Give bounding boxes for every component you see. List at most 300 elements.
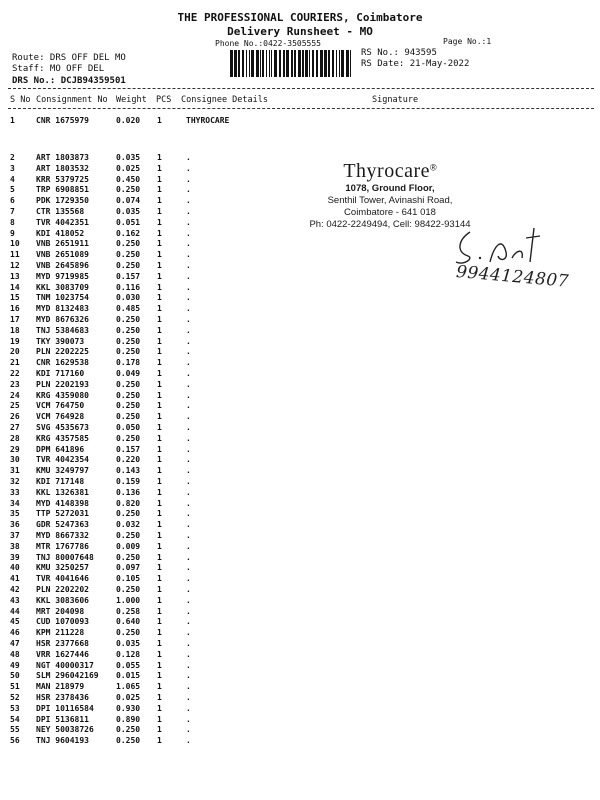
row-sno: 6 [10, 196, 15, 206]
col-consignment: Consignment No [36, 95, 108, 105]
row-consignee-mark: . [186, 509, 191, 519]
barcode-bar [339, 50, 340, 77]
row-sno: 29 [10, 444, 20, 454]
row-weight: 0.162 [116, 228, 141, 238]
table-row [0, 639, 600, 650]
row-pcs: 1 [157, 736, 162, 746]
table-row [0, 715, 600, 726]
row-consignee-mark: . [186, 714, 191, 724]
table-row [0, 499, 600, 510]
table-row [0, 466, 600, 477]
row-pcs: 1 [157, 228, 162, 238]
row-weight: 0.250 [116, 585, 141, 594]
table-row [0, 293, 600, 304]
col-pcs: PCS [156, 95, 172, 105]
row-weight: 0.250 [116, 412, 141, 422]
table-row [0, 304, 600, 315]
row-weight: 0.250 [116, 531, 141, 540]
row-sno: 1 [10, 116, 15, 125]
row-weight: 0.258 [116, 606, 141, 616]
row-consignment: KRR 5379725 [36, 174, 89, 184]
row-weight: 0.250 [116, 509, 141, 519]
row-sno: 3 [10, 163, 15, 173]
stamp-address-1: 1078, Ground Floor, [345, 183, 435, 194]
barcode-bar [320, 50, 323, 77]
barcode-bar [286, 50, 289, 77]
row-consignment: DPI 5136811 [36, 714, 89, 724]
row-consignment: KDI 418052 [36, 228, 85, 238]
row-pcs: 1 [157, 628, 162, 638]
barcode-bar [312, 50, 314, 77]
row-pcs: 1 [157, 606, 162, 616]
row-sno: 50 [10, 671, 20, 681]
barcode-bar [350, 50, 351, 77]
table-row [0, 488, 600, 499]
row-pcs: 1 [157, 282, 162, 292]
row-consignee-mark: . [186, 423, 191, 432]
row-consignee-mark: . [186, 239, 191, 249]
route-label: Route: DRS OFF DEL MO [12, 53, 126, 63]
col-sno: S No [10, 95, 31, 105]
table-row [0, 401, 600, 412]
table-row [0, 671, 600, 682]
row-sno: 23 [10, 379, 20, 389]
table-row [0, 542, 600, 553]
row-pcs: 1 [157, 531, 162, 540]
row-weight: 0.157 [116, 271, 141, 281]
row-consignment: ART 1803873 [36, 153, 89, 162]
row-pcs: 1 [157, 401, 162, 411]
row-weight: 0.035 [116, 207, 141, 216]
row-sno: 20 [10, 347, 20, 357]
row-sno: 21 [10, 358, 20, 368]
row-consignment: TTP 5272031 [36, 509, 89, 519]
row-consignment: PLN 2202225 [36, 347, 89, 357]
row-weight: 0.250 [116, 433, 141, 443]
row-consignee-mark: . [186, 703, 191, 713]
row-pcs: 1 [157, 671, 162, 681]
row-consignment: VRR 1627446 [36, 649, 89, 659]
row-consignment: MAN 218979 [36, 682, 85, 692]
table-row [0, 607, 600, 618]
row-weight: 0.250 [116, 336, 141, 346]
row-consignment: TNJ 5384683 [36, 325, 89, 335]
row-consignee-mark: . [186, 369, 191, 378]
row-sno: 54 [10, 714, 20, 724]
row-pcs: 1 [157, 423, 162, 432]
row-consignment: TNJ 80007648 [36, 552, 94, 562]
row-weight: 0.250 [116, 315, 141, 324]
table-row [0, 445, 600, 456]
row-sno: 36 [10, 520, 20, 530]
row-consignment: CNR 1629538 [36, 358, 89, 368]
table-row [0, 661, 600, 672]
row-weight: 0.159 [116, 477, 141, 486]
row-consignment: TNM 1023754 [36, 293, 89, 303]
row-consignment: MTR 1767786 [36, 541, 89, 551]
barcode-bar [346, 50, 349, 77]
row-consignee-mark: . [186, 585, 191, 594]
stamp-address-2: Senthil Tower, Avinashi Road, [327, 195, 453, 206]
row-pcs: 1 [157, 293, 162, 303]
row-sno: 13 [10, 271, 20, 281]
row-consignee-mark: . [186, 390, 191, 400]
row-consignee-mark: . [186, 293, 191, 303]
row-pcs: 1 [157, 693, 162, 702]
company-title: THE PROFESSIONAL COURIERS, Coimbatore [177, 11, 423, 24]
registered-mark: ® [430, 162, 437, 173]
row-consignment: HSR 2377668 [36, 639, 89, 648]
header-divider-top [8, 88, 594, 89]
row-sno: 55 [10, 725, 20, 735]
row-pcs: 1 [157, 379, 162, 389]
row-sno: 53 [10, 703, 20, 713]
row-consignment: KDI 717160 [36, 369, 85, 378]
row-consignment: VCM 764750 [36, 401, 85, 411]
barcode-bar [260, 50, 261, 77]
row-consignee-mark: . [186, 207, 191, 216]
row-sno: 18 [10, 325, 20, 335]
row-weight: 0.035 [116, 153, 141, 162]
row-weight: 0.105 [116, 574, 141, 584]
row-pcs: 1 [157, 153, 162, 162]
barcode-bar [279, 50, 281, 77]
row-sno: 51 [10, 682, 20, 692]
row-consignment: KDI 717148 [36, 477, 85, 486]
row-consignment: KKL 3083606 [36, 595, 89, 605]
row-consignee-mark: . [186, 498, 191, 508]
row-consignee-mark: . [186, 347, 191, 357]
row-weight: 0.250 [116, 261, 141, 270]
row-sno: 7 [10, 207, 15, 216]
row-consignment: VCM 764928 [36, 412, 85, 422]
row-weight: 0.049 [116, 369, 141, 378]
row-consignment: TNJ 9604193 [36, 736, 89, 746]
row-consignee-mark: . [186, 520, 191, 530]
row-pcs: 1 [157, 585, 162, 594]
barcode-bar [246, 50, 247, 77]
row-consignment: HSR 2378436 [36, 693, 89, 702]
row-weight: 0.250 [116, 347, 141, 357]
row-pcs: 1 [157, 358, 162, 368]
row-pcs: 1 [157, 477, 162, 486]
row-consignee-mark: . [186, 174, 191, 184]
row-sno: 44 [10, 606, 20, 616]
row-weight: 0.640 [116, 617, 141, 627]
row-pcs: 1 [157, 498, 162, 508]
row-sno: 2 [10, 153, 15, 162]
row-sno: 37 [10, 531, 20, 540]
row-consignee-mark: . [186, 185, 191, 195]
table-row [0, 369, 600, 380]
row-consignee-mark: . [186, 736, 191, 746]
row-sno: 10 [10, 239, 20, 249]
barcode-bar [341, 50, 344, 77]
row-consignment: KPM 211228 [36, 628, 85, 638]
row-pcs: 1 [157, 271, 162, 281]
staff-label: Staff: MO OFF DEL [12, 64, 105, 74]
row-sno: 27 [10, 423, 20, 432]
row-pcs: 1 [157, 660, 162, 670]
phone-number: Phone No.:0422-3505555 [215, 39, 321, 48]
row-consignee-mark: . [186, 477, 191, 486]
row-weight: 0.128 [116, 649, 141, 659]
row-consignee-mark: . [186, 196, 191, 206]
row-weight: 0.250 [116, 250, 141, 260]
row-sno: 34 [10, 498, 20, 508]
row-sno: 35 [10, 509, 20, 519]
table-row [0, 520, 600, 531]
row-sno: 40 [10, 563, 20, 573]
handwritten-phone-number: 9944124807 [455, 262, 570, 292]
row-pcs: 1 [157, 649, 162, 659]
table-row [0, 553, 600, 564]
row-sno: 9 [10, 228, 15, 238]
row-pcs: 1 [157, 304, 162, 314]
row-pcs: 1 [157, 217, 162, 227]
table-row [0, 617, 600, 628]
row-sno: 43 [10, 595, 20, 605]
row-sno: 30 [10, 455, 20, 465]
barcode-bar [305, 50, 308, 77]
row-pcs: 1 [157, 185, 162, 195]
row-pcs: 1 [157, 455, 162, 465]
row-weight: 0.250 [116, 185, 141, 195]
row-pcs: 1 [157, 261, 162, 270]
consignee-stamp [300, 160, 480, 231]
row-consignee-mark: . [186, 153, 191, 162]
row-sno: 48 [10, 649, 20, 659]
row-consignment: VNB 2645896 [36, 261, 89, 270]
row-pcs: 1 [157, 163, 162, 173]
row-consignee-mark: . [186, 671, 191, 681]
row-consignment: TVR 4041646 [36, 574, 89, 584]
drs-number: DRS No.: DCJB94359501 [12, 76, 126, 86]
table-row [0, 455, 600, 466]
row-sno: 49 [10, 660, 20, 670]
row-consignment: VNB 2651911 [36, 239, 89, 249]
row-consignee-mark: . [186, 466, 191, 476]
row-consignment: NEY 50038726 [36, 725, 94, 735]
row-pcs: 1 [157, 412, 162, 422]
row-consignee-mark: . [186, 250, 191, 260]
header-divider-bottom [8, 108, 594, 109]
row-sno: 17 [10, 315, 20, 324]
row-consignment: NGT 40000317 [36, 660, 94, 670]
row-consignee-mark: . [186, 315, 191, 324]
table-row [0, 704, 600, 715]
row-pcs: 1 [157, 466, 162, 476]
barcode-bar [269, 50, 270, 77]
row-consignment: ART 1803532 [36, 163, 89, 173]
row-consignee-mark: . [186, 639, 191, 648]
row-weight: 0.250 [116, 725, 141, 735]
stamp-address-3: Coimbatore - 641 018 [344, 207, 436, 218]
row-sno: 33 [10, 487, 20, 497]
row-consignment: PDK 1729350 [36, 196, 89, 206]
row-sno: 31 [10, 466, 20, 476]
row-consignment: VNB 2651089 [36, 250, 89, 260]
col-weight: Weight [116, 95, 147, 105]
row-consignment: TVR 4042351 [36, 217, 89, 227]
barcode-bar [291, 50, 293, 77]
row-sno: 4 [10, 174, 15, 184]
table-row [0, 391, 600, 402]
row-weight: 0.250 [116, 552, 141, 562]
document-title: Delivery Runsheet - MO [227, 25, 373, 38]
row-pcs: 1 [157, 639, 162, 648]
rs-date: RS Date: 21-May-2022 [361, 59, 470, 69]
row-consignee-mark: . [186, 282, 191, 292]
row-consignment: TVR 4042354 [36, 455, 89, 465]
row-consignee-mark: . [186, 444, 191, 454]
row-consignee-mark: . [186, 541, 191, 551]
row-weight: 1.065 [116, 682, 141, 692]
row-weight: 0.136 [116, 487, 141, 497]
row-consignee-mark: . [186, 217, 191, 227]
row-weight: 0.250 [116, 379, 141, 389]
row-pcs: 1 [157, 595, 162, 605]
row-weight: 0.020 [116, 116, 141, 125]
row-sno: 5 [10, 185, 15, 195]
row-consignment: KRG 4359080 [36, 390, 89, 400]
table-row [0, 736, 600, 747]
table-header [0, 95, 600, 106]
row-weight: 0.250 [116, 390, 141, 400]
row-weight: 0.450 [116, 174, 141, 184]
row-pcs: 1 [157, 541, 162, 551]
barcode-bar [324, 50, 327, 77]
row-consignment: MYD 8667332 [36, 531, 89, 540]
row-sno: 41 [10, 574, 20, 584]
row-consignment: MRT 204098 [36, 606, 85, 616]
row-sno: 42 [10, 585, 20, 594]
col-consignee: Consignee Details [181, 95, 268, 105]
row-consignment: KMU 3249797 [36, 466, 89, 476]
barcode-bar [328, 50, 330, 77]
row-sno: 28 [10, 433, 20, 443]
row-consignee-mark: . [186, 401, 191, 411]
row-weight: 0.030 [116, 293, 141, 303]
row-weight: 0.035 [116, 639, 141, 648]
row-sno: 56 [10, 736, 20, 746]
row-weight: 0.050 [116, 423, 141, 432]
table-row [0, 326, 600, 337]
row-pcs: 1 [157, 563, 162, 573]
row-pcs: 1 [157, 347, 162, 357]
row-pcs: 1 [157, 336, 162, 346]
row-weight: 0.250 [116, 736, 141, 746]
row-sno: 19 [10, 336, 20, 346]
row-consignee-mark: . [186, 163, 191, 173]
row-pcs: 1 [157, 325, 162, 335]
row-sno: 38 [10, 541, 20, 551]
row-consignee-mark: . [186, 325, 191, 335]
table-row [0, 315, 600, 326]
row-sno: 16 [10, 304, 20, 314]
row-pcs: 1 [157, 315, 162, 324]
row-weight: 0.178 [116, 358, 141, 368]
row-weight: 0.890 [116, 714, 141, 724]
row-consignment: KKL 3083709 [36, 282, 89, 292]
row-weight: 0.250 [116, 325, 141, 335]
barcode-bar [336, 50, 337, 77]
row-consignee-mark: . [186, 455, 191, 465]
row-consignment: DPI 10116584 [36, 703, 94, 713]
table-row [0, 509, 600, 520]
barcode-bar [332, 50, 334, 77]
row-pcs: 1 [157, 487, 162, 497]
barcode-bar [266, 50, 267, 77]
table-row [0, 585, 600, 596]
row-consignment: SVG 4535673 [36, 423, 89, 432]
row-consignee-mark: . [186, 649, 191, 659]
row-consignment: MYD 4148398 [36, 498, 89, 508]
row-weight: 0.157 [116, 444, 141, 454]
row-weight: 0.025 [116, 693, 141, 702]
row-weight: 0.143 [116, 466, 141, 476]
barcode-image [228, 50, 356, 77]
row-consignment: KKL 1326381 [36, 487, 89, 497]
barcode-bar [256, 50, 259, 77]
row-consignee-mark: . [186, 531, 191, 540]
row-consignment: TKY 390073 [36, 336, 85, 346]
row-consignee-mark: . [186, 336, 191, 346]
row-consignee-mark: . [186, 595, 191, 605]
row-sno: 14 [10, 282, 20, 292]
row-consignment: PLN 2202193 [36, 379, 89, 389]
table-row [0, 596, 600, 607]
row-weight: 0.930 [116, 703, 141, 713]
table-row [0, 423, 600, 434]
barcode-bar [316, 50, 318, 77]
row-consignment: GDR 5247363 [36, 520, 89, 530]
barcode-bar [274, 50, 277, 77]
row-pcs: 1 [157, 509, 162, 519]
col-signature: Signature [372, 95, 419, 105]
row-consignment: CNR 1675979 [36, 116, 89, 125]
row-sno: 15 [10, 293, 20, 303]
row-consignee-mark: . [186, 574, 191, 584]
row-consignee-mark: . [186, 606, 191, 616]
row-consignment: MYD 9719985 [36, 271, 89, 281]
row-pcs: 1 [157, 703, 162, 713]
table-row [0, 650, 600, 661]
row-consignment: SLM 296042169 [36, 671, 99, 681]
row-pcs: 1 [157, 174, 162, 184]
row-consignee-mark: . [186, 617, 191, 627]
barcode-bar [302, 50, 304, 77]
table-row [0, 725, 600, 736]
barcode-bar [298, 50, 301, 77]
row-pcs: 1 [157, 574, 162, 584]
row-pcs: 1 [157, 682, 162, 692]
row-weight: 0.032 [116, 520, 141, 530]
row-weight: 0.051 [116, 217, 141, 227]
row-consignment: TRP 6908851 [36, 185, 89, 195]
barcode-bar [242, 50, 244, 77]
stamp-brand: Thyrocare [343, 160, 431, 182]
row-consignee-mark: . [186, 379, 191, 389]
row-weight: 0.485 [116, 304, 141, 314]
row-consignee-mark: . [186, 271, 191, 281]
row-pcs: 1 [157, 714, 162, 724]
row-pcs: 1 [157, 207, 162, 216]
table-row [0, 693, 600, 704]
row-weight: 0.009 [116, 541, 141, 551]
row-consignee-mark: . [186, 433, 191, 443]
row-pcs: 1 [157, 433, 162, 443]
